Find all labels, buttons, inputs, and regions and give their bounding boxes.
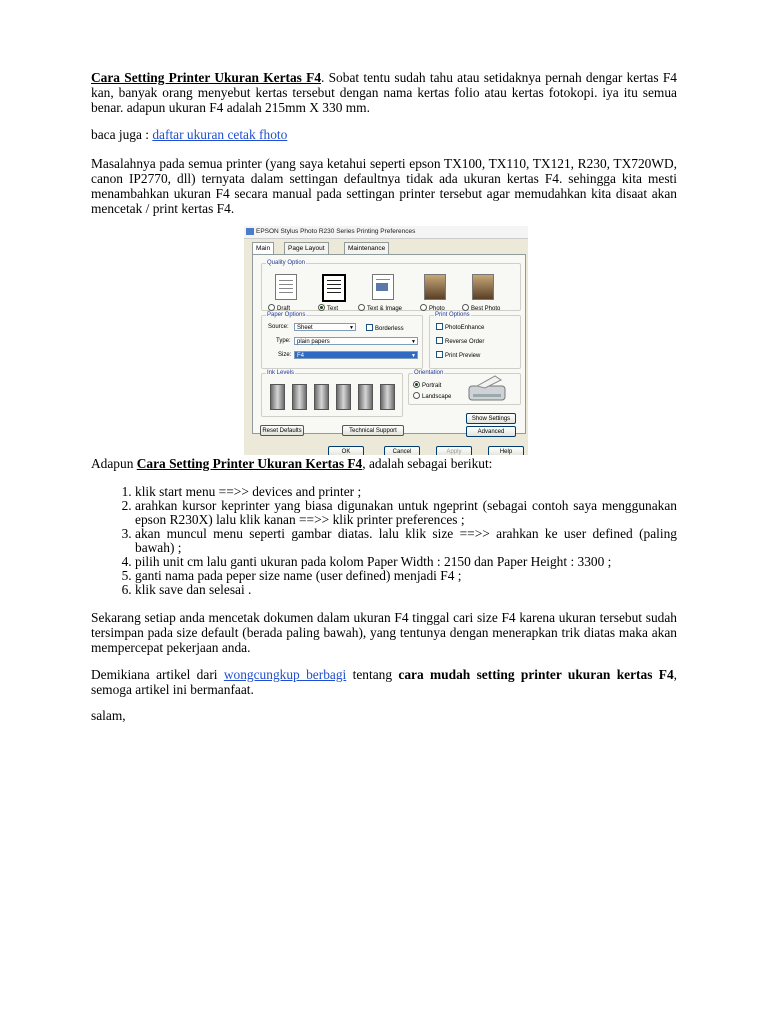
source-value: Sheet <box>297 325 313 331</box>
blog-link[interactable]: wongcungkup berbagi <box>223 667 347 682</box>
paper-options-group <box>261 312 423 369</box>
radio-landscape[interactable]: Landscape <box>413 392 451 400</box>
ink-cartridge-icon <box>380 384 395 410</box>
ink-cartridge-icon <box>292 384 307 410</box>
list-item: 4. pilih unit cm lalu ganti ukuran pada kolom Paper Width : 2150 dan Paper Height : 3300 ; <box>135 555 677 569</box>
ink-cartridge-icon <box>270 384 285 410</box>
quality-option-group <box>261 260 521 312</box>
reverse-order-checkbox[interactable]: Reverse Order <box>436 337 484 345</box>
print-options-label: Print Options <box>435 312 470 318</box>
tab-page-layout[interactable]: Page Layout <box>284 242 329 254</box>
baca-juga-link[interactable]: daftar ukuran cetak fhoto <box>152 127 288 142</box>
radio-text[interactable]: Text <box>318 304 338 312</box>
source-select[interactable] <box>294 323 356 331</box>
radio-draft[interactable]: Draft <box>268 304 290 312</box>
ink-cartridge-icon <box>336 384 351 410</box>
radio-text-image[interactable]: Text & Image <box>358 304 402 312</box>
size-value: F4 <box>297 353 305 359</box>
ink-cartridge-icon <box>314 384 329 410</box>
photo-icon[interactable] <box>424 274 446 300</box>
main-tab-panel <box>252 254 526 434</box>
printer-illustration-icon <box>465 372 509 406</box>
steps-intro-prefix: Adapun <box>91 456 137 471</box>
text-image-icon[interactable] <box>372 274 394 300</box>
apply-button[interactable]: Apply <box>436 446 472 455</box>
intro-paragraph <box>91 70 677 115</box>
list-item: 2. arahkan kursor keprinter yang biasa digunakan untuk ngeprint (sebagai contoh saya menggunakan epson R230X) lalu klik kanan ==>> klik printer preferences ; <box>135 499 677 527</box>
photoenhance-checkbox[interactable]: PhotoEnhance <box>436 323 484 331</box>
size-select[interactable] <box>294 351 418 359</box>
problem-paragraph: Masalahnya pada semua printer (yang saya ketahui seperti epson TX100, TX110, TX121, R230, TX720WD, canon IP2770, dll) ternyata dalam settingan defaultnya tidak ada ukuran kertas F4. sehingga kita mesti menambahkan ukuran F4 secara manual pada settingan printer tersebut agar memudahkan kita disaat akan mencetak / print kertas F4. <box>91 156 677 216</box>
dialog-title: EPSON Stylus Photo R230 Series Printing Preferences <box>256 228 416 235</box>
chevron-down-icon: ▼ <box>411 339 416 345</box>
reset-defaults-button[interactable]: Reset Defaults <box>260 425 304 436</box>
orientation-label: Orientation <box>414 370 444 376</box>
ink-levels-label: Ink Levels <box>267 370 295 376</box>
text-quality-icon[interactable] <box>322 274 346 302</box>
signoff: salam, <box>91 708 126 723</box>
ink-cartridge-icon <box>358 384 373 410</box>
thanks-bold: cara mudah setting printer ukuran kertas F4 <box>398 667 674 682</box>
thanks-suffix: , semoga artikel ini bermanfaat. <box>91 667 677 697</box>
print-options-group <box>429 312 521 369</box>
list-item: 1. klik start menu ==>> devices and printer ; <box>135 485 677 499</box>
borderless-checkbox[interactable]: Borderless <box>366 324 404 332</box>
thanks-mid: tentang <box>346 667 399 682</box>
baca-juga-prefix: baca juga : <box>91 127 153 142</box>
tab-maintenance[interactable]: Maintenance <box>344 242 389 254</box>
quality-option-label: Quality Option <box>267 260 306 266</box>
source-label: Source: <box>268 324 289 330</box>
intro-text: . Sobat tentu sudah tahu atau setidaknya pernah dengar kertas F4 kan, banyak orang menyebut kertas tersebut dengan nama kertas folio atau kertas fotokopi. iya itu semua benar. adapun ukuran F4 adalah 215mm X 330 mm. <box>91 70 677 115</box>
list-item: 5. ganti nama pada peper size name (user defined) menjadi F4 ; <box>135 569 677 583</box>
chevron-down-icon: ▼ <box>349 325 354 331</box>
cancel-button[interactable]: Cancel <box>384 446 420 455</box>
intro-title: Cara Setting Printer Ukuran Kertas F4 <box>91 70 322 85</box>
steps-intro-title: Cara Setting Printer Ukuran Kertas F4 <box>136 456 363 471</box>
paper-options-label: Paper Options <box>267 312 306 318</box>
image-thumb-icon <box>376 283 388 291</box>
chevron-down-icon: ▼ <box>411 353 416 359</box>
radio-photo[interactable]: Photo <box>420 304 445 312</box>
steps-intro <box>91 456 677 471</box>
thanks-prefix: Demikiana artikel dari <box>91 667 224 682</box>
printer-icon <box>246 228 254 235</box>
size-label: Size: <box>278 352 292 358</box>
ok-button[interactable]: OK <box>328 446 364 455</box>
help-button[interactable]: Help <box>488 446 524 455</box>
list-item: 3. akan muncul menu seperti gambar diatas. lalu klik size ==>> arahkan ke user defined (paling bawah) ; <box>135 527 677 555</box>
thanks-paragraph <box>91 667 677 697</box>
type-select[interactable] <box>294 337 418 345</box>
closing-paragraph: Sekarang setiap anda mencetak dokumen dalam ukuran F4 tinggal cari size F4 karena ukuran tersebut sudah tersimpan pada size default (berada paling bawah), yang tentunya dengan menerapkan trik diatas maka akan mempercepat pekerjaan anda. <box>91 610 677 655</box>
technical-support-button[interactable]: Technical Support <box>342 425 404 436</box>
baca-juga-line <box>91 127 677 142</box>
steps-list <box>91 485 677 597</box>
steps-intro-suffix: , adalah sebagai berikut: <box>362 456 493 471</box>
print-preview-checkbox[interactable]: Print Preview <box>436 351 480 359</box>
draft-icon[interactable] <box>275 274 297 300</box>
ink-levels-group <box>261 370 403 417</box>
type-label: Type: <box>276 338 291 344</box>
dialog-titlebar <box>244 226 528 239</box>
show-settings-button[interactable]: Show Settings <box>466 413 516 424</box>
radio-portrait[interactable]: Portrait <box>413 381 441 389</box>
type-value: plain papers <box>297 339 330 345</box>
tab-main[interactable]: Main <box>252 242 274 254</box>
list-item: 6. klik save dan selesai . <box>135 583 677 597</box>
advanced-button[interactable]: Advanced <box>466 426 516 437</box>
radio-best-photo[interactable]: Best Photo <box>462 304 500 312</box>
printer-preferences-screenshot <box>244 226 528 455</box>
best-photo-icon[interactable] <box>472 274 494 300</box>
